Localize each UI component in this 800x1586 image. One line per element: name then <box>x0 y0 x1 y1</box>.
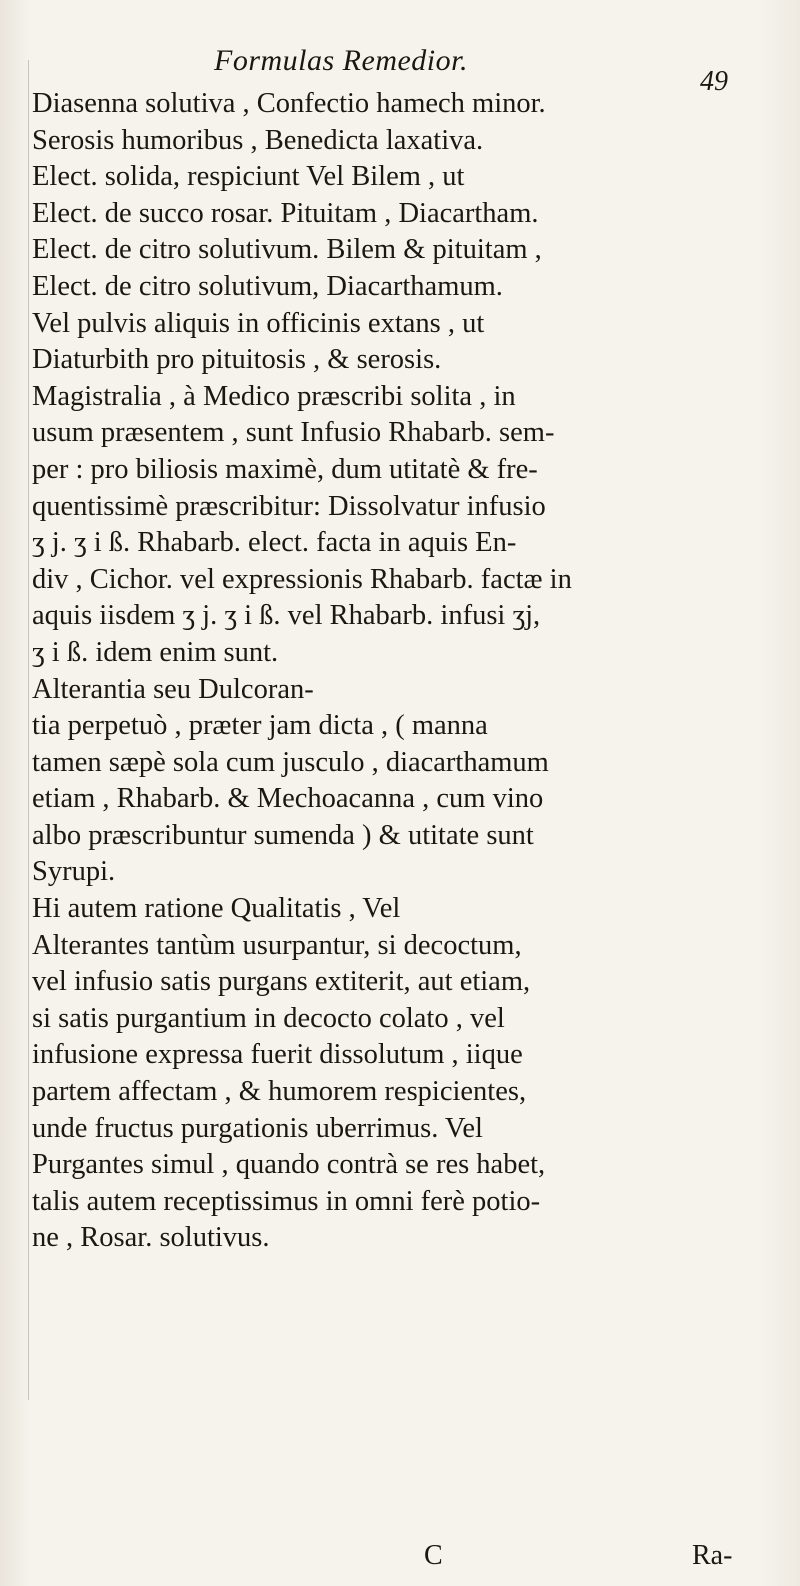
text-line: ne , Rosar. solutivus. <box>32 1222 270 1254</box>
text-line: Alterantia seu Dulcoran- <box>32 673 314 705</box>
text-line: Magistralia , à Medico præscribi solita , in <box>32 380 516 412</box>
text-line: div , Cichor. vel expressionis Rhabarb. factæ in <box>32 563 572 595</box>
text-line: partem affectam , & humorem respicientes, <box>32 1076 527 1108</box>
text-line: Diasenna solutiva , Confectio hamech minor. <box>32 88 546 119</box>
text-line: per : pro biliosis maximè, dum utitatè & fre- <box>32 453 538 485</box>
text-line: si satis purgantium in decocto colato , vel <box>32 1002 505 1034</box>
text-line: quentissimè præscribitur: Dissolvatur infusio <box>32 490 546 522</box>
text-line: Syrupi. <box>32 856 116 888</box>
text-line: Vel pulvis aliquis in officinis extans , ut <box>32 307 485 339</box>
text-line: etiam , Rhabarb. & Mechoacanna , cum vino <box>32 783 544 815</box>
page-number: 49 <box>700 66 728 97</box>
text-line: albo præscribuntur sumenda ) & utitate sunt <box>32 819 534 851</box>
text-line: tamen sæpè sola cum jusculo , diacarthamum <box>32 746 549 778</box>
text-line: infusione expressa fuerit dissolutum , iique <box>32 1039 523 1071</box>
text-line: Purgantes simul , quando contrà se res habet, <box>32 1149 546 1181</box>
signature-mark: C <box>424 1540 443 1571</box>
text-line: tia perpetuò , præter jam dicta , ( manna <box>32 710 488 742</box>
text-line: unde fructus purgationis uberrimus. Vel <box>32 1112 483 1144</box>
text-line: ʒ i ß. idem enim sunt. <box>32 636 279 668</box>
text-line: Alterantes tantùm usurpantur, si decoctum, <box>32 929 522 961</box>
text-line: Diaturbith pro pituitosis , & serosis. <box>32 344 442 376</box>
gutter-shadow <box>28 60 29 1400</box>
text-line: Elect. de succo rosar. Pituitam , Diacartham. <box>32 197 539 229</box>
running-head: Formulas Remedior. <box>214 44 468 77</box>
catchword: Ra- <box>692 1540 733 1571</box>
text-line: Elect. solida, respiciunt Vel Bilem , ut <box>32 161 465 193</box>
text-line: ʒ j. ʒ i ß. Rhabarb. elect. facta in aquis En- <box>32 527 517 559</box>
text-line: talis autem receptissimus in omni ferè potio- <box>32 1185 541 1217</box>
text-line: vel infusio satis purgans extiterit, aut etiam, <box>32 966 531 998</box>
text-line: Hi autem ratione Qualitatis , Vel <box>32 893 401 925</box>
text-line: usum præsentem , sunt Infusio Rhabarb. sem- <box>32 417 555 449</box>
text-line: aquis iisdem ʒ j. ʒ i ß. vel Rhabarb. infusi ʒj, <box>32 600 541 632</box>
text-line: Elect. de citro solutivum, Diacarthamum. <box>32 270 503 302</box>
body-text <box>32 86 762 1257</box>
text-line: Elect. de citro solutivum. Bilem & pituitam , <box>32 234 542 266</box>
text-line: Serosis humoribus , Benedicta laxativa. <box>32 124 484 156</box>
